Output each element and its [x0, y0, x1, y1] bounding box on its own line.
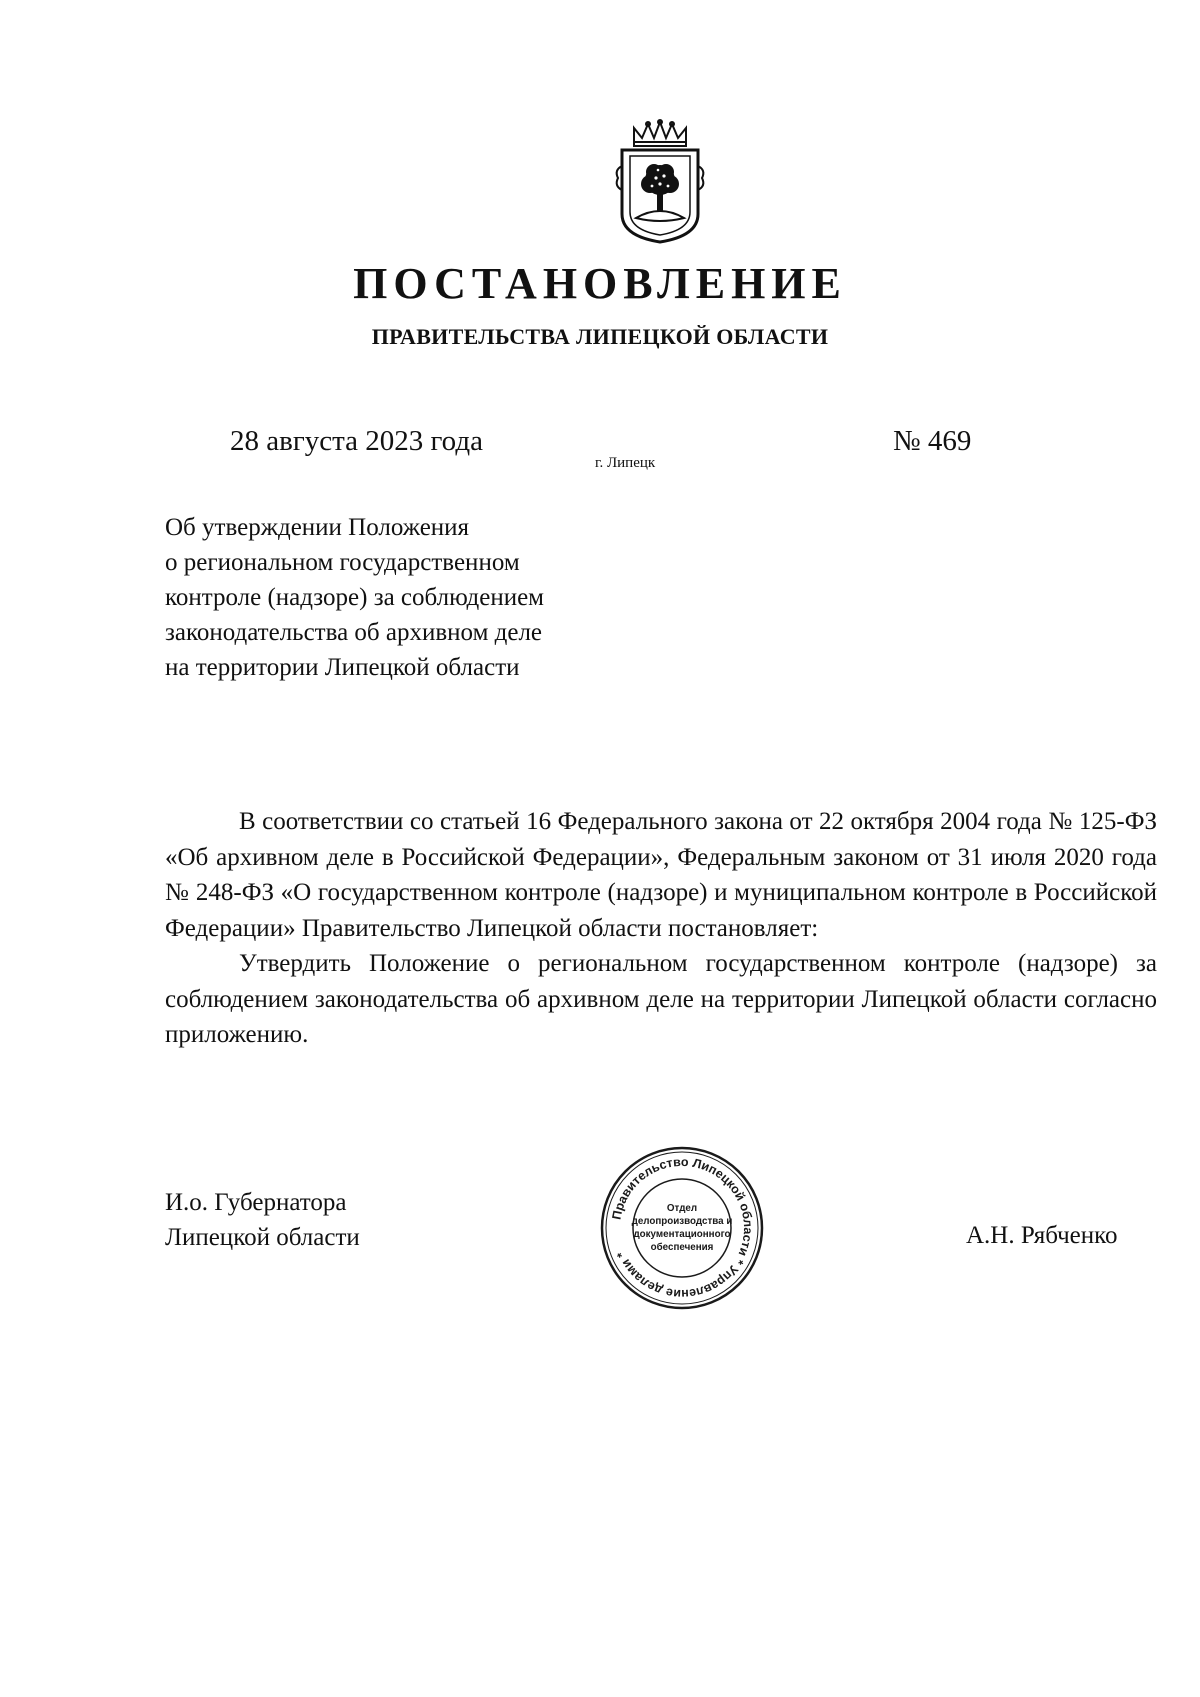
- subject-line: контроле (надзоре) за соблюдением: [165, 584, 544, 611]
- signatory-name: А.Н. Рябченко: [966, 1222, 1118, 1249]
- document-type-title: ПОСТАНОВЛЕНИЕ: [353, 259, 847, 308]
- signatory-title-line: Липецкой области: [165, 1224, 360, 1251]
- stamp-center-line: делопроизводства и: [631, 1216, 733, 1227]
- subject-line: на территории Липецкой области: [165, 654, 520, 681]
- coat-of-arms-icon: [612, 118, 708, 246]
- svg-text:Правительство Липецкой области: [610, 1155, 756, 1301]
- document-body: [165, 804, 1157, 1053]
- official-stamp: [598, 1144, 766, 1312]
- stamp-center-line: Отдел: [666, 1203, 698, 1214]
- subject-line: о региональном государственном: [165, 549, 520, 576]
- body-paragraph: Утвердить Положение о региональном государственном контроле (надзоре) за соблюдением законодательства об архивном деле на территории Липецкой области согласно приложению.: [165, 950, 1157, 1048]
- subject-line: Об утверждении Положения: [165, 514, 470, 541]
- document-date: 28 августа 2023 года: [230, 425, 483, 457]
- body-paragraph: В соответствии со статьей 16 Федерального закона от 22 октября 2004 года № 125-ФЗ «Об архивном деле в Российской Федерации», Федеральным законом от 31 июля 2020 года № 248-ФЗ «О государственном контроле (надзоре) и муниципальном контроле в Российской Федерации» Правительство Липецкой области постановляет:: [165, 808, 1157, 942]
- document-subject: [165, 510, 645, 685]
- stamp-ring-text: Правительство Липецкой области * Управление делами *: [609, 1154, 756, 1302]
- signatory-title: [165, 1185, 360, 1255]
- stamp-center-line: обеспечения: [650, 1242, 714, 1253]
- subject-line: законодательства об архивном деле: [165, 619, 543, 646]
- document-number: № 469: [893, 425, 972, 457]
- issuing-authority: ПРАВИТЕЛЬСТВА ЛИПЕЦКОЙ ОБЛАСТИ: [371, 324, 829, 349]
- document-city: г. Липецк: [595, 455, 656, 471]
- stamp-center-line: документационного: [633, 1229, 731, 1240]
- signatory-title-line: И.о. Губернатора: [165, 1189, 347, 1216]
